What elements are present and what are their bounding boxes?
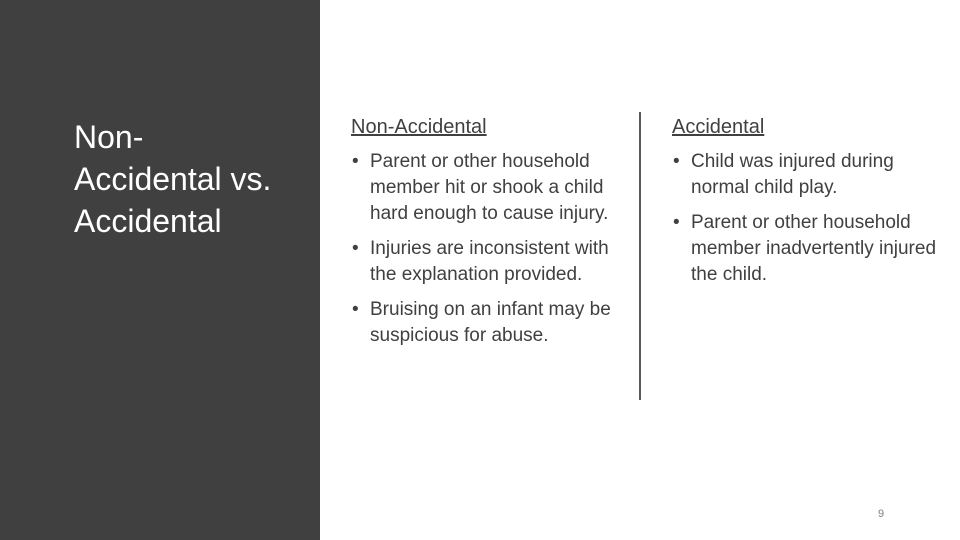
bullet-icon: • bbox=[673, 151, 680, 172]
non-accidental-list bbox=[351, 149, 621, 349]
page-number: 9 bbox=[878, 508, 885, 520]
list-item-text: Injuries are inconsistent with the explanation provided. bbox=[370, 238, 609, 285]
title-sidebar bbox=[0, 0, 320, 540]
column-divider bbox=[639, 112, 641, 400]
bullet-icon: • bbox=[673, 212, 680, 233]
list-item-text: Bruising on an infant may be suspicious for abuse. bbox=[370, 299, 611, 346]
non-accidental-column bbox=[351, 114, 621, 358]
bullet-icon: • bbox=[352, 238, 359, 259]
list-item-text: Parent or other household member hit or shook a child hard enough to cause injury. bbox=[370, 151, 609, 224]
bullet-icon: • bbox=[352, 151, 359, 172]
list-item-text: Parent or other household member inadvertently injured the child. bbox=[691, 212, 937, 285]
bullet-icon: • bbox=[352, 299, 359, 320]
accidental-heading: Accidental bbox=[672, 116, 765, 138]
list-item bbox=[351, 149, 621, 227]
list-item-text: Child was injured during normal child play. bbox=[691, 151, 894, 198]
slide-title: Non- Accidental vs. Accidental bbox=[74, 119, 272, 239]
list-item bbox=[351, 297, 621, 349]
accidental-list bbox=[672, 149, 942, 288]
list-item bbox=[672, 149, 942, 201]
accidental-column bbox=[672, 114, 942, 297]
list-item bbox=[672, 210, 942, 288]
non-accidental-heading: Non-Accidental bbox=[351, 116, 487, 138]
list-item bbox=[351, 236, 621, 288]
